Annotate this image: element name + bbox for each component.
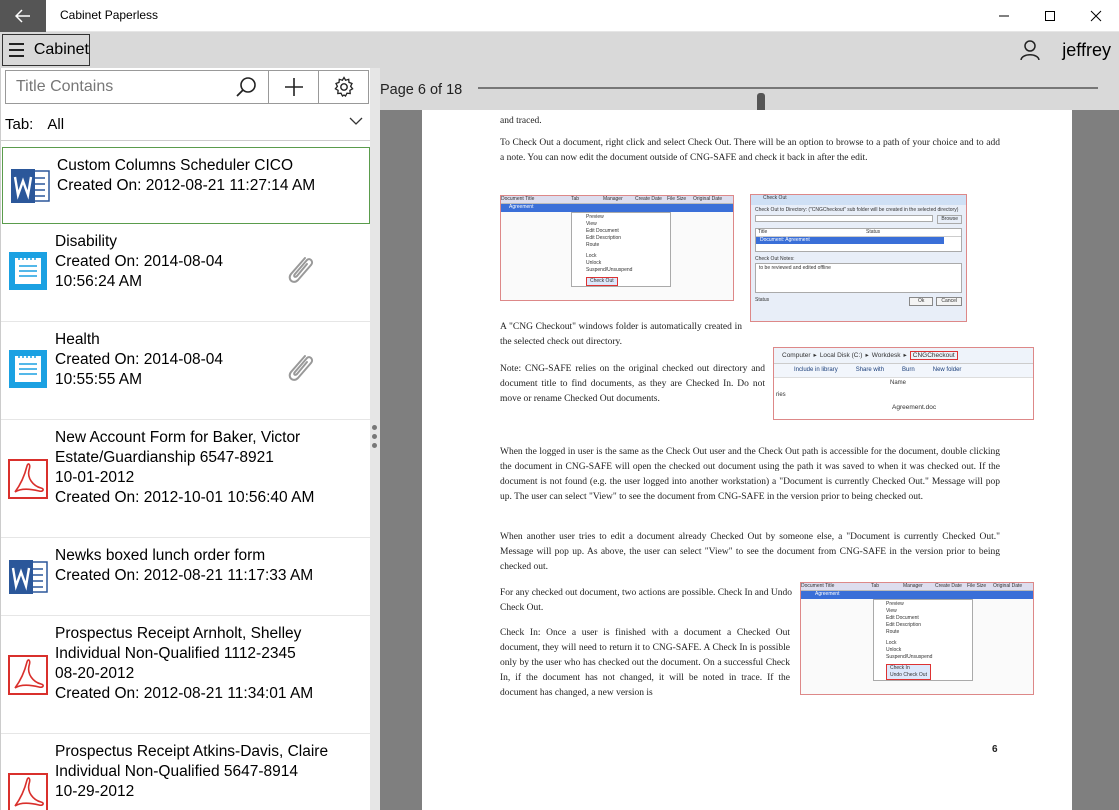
menu-item: Edit Description: [586, 235, 622, 241]
user-account[interactable]: [1020, 32, 1111, 68]
grip-dot: [372, 443, 377, 448]
page-number: 6: [992, 744, 998, 755]
menu-item: Edit Description: [886, 622, 922, 628]
toolbar-item: New folder: [932, 367, 962, 373]
column-header: Tab: [871, 583, 880, 589]
dialog-button: Ok: [909, 297, 933, 306]
document-text: [55, 232, 223, 292]
menu-item: Suspend/Unsuspend: [586, 267, 633, 273]
tab-filter[interactable]: [5, 112, 367, 136]
document-subtitle: Estate/Guardianship 6547-8921: [55, 449, 274, 466]
search-icon: [235, 76, 257, 98]
back-button[interactable]: [0, 0, 46, 32]
column-header: Document Title: [501, 196, 535, 202]
document-item-prospectus-arnholt[interactable]: [1, 616, 371, 734]
document-title: New Account Form for Baker, Victor: [55, 429, 301, 446]
document-title: Prospectus Receipt Atkins-Davis, Claire: [55, 743, 329, 760]
dialog-title: Check Out: [751, 195, 966, 205]
title-bar: [0, 0, 1119, 32]
screenshot-explorer-folder: Computer ▸ Local Disk (C:) ▸ Workdesk ▸ CNGCheckout Include in library Share with Burn New folder Name ries Agreement.doc: [773, 347, 1034, 420]
column-header: Title: [758, 229, 768, 235]
attachment-icon: [281, 350, 317, 386]
user-icon: [1020, 40, 1040, 60]
column-header: File Size: [967, 583, 987, 589]
maximize-button[interactable]: [1027, 0, 1073, 32]
context-menu: [873, 599, 973, 681]
context-menu: [571, 212, 671, 287]
pane-splitter-handle[interactable]: [370, 68, 380, 810]
pdf-document-icon: [7, 654, 49, 696]
document-list: [1, 147, 371, 810]
close-icon: [1090, 10, 1102, 22]
dialog-label: Status: [755, 297, 770, 303]
document-created-time: 10:56:24 AM: [55, 273, 143, 290]
maximize-icon: [1044, 10, 1056, 22]
document-text: [55, 330, 223, 390]
dialog-row: Document: Agreement: [756, 237, 944, 244]
menu-item: Route: [586, 242, 600, 248]
document-created: Created On: 2012-08-21 11:27:14 AM: [57, 177, 316, 194]
menu-item: Unlock: [586, 260, 602, 266]
column-header: Original Date: [993, 583, 1023, 589]
dialog-label: Check Out Notes:: [755, 256, 795, 262]
document-title: Newks boxed lunch order form: [55, 547, 266, 564]
menu-item: Preview: [886, 601, 904, 607]
document-list-pane: [0, 68, 370, 810]
column-header: Status: [866, 229, 881, 235]
file-item: Agreement.doc: [892, 404, 937, 411]
menu-item-undo-check-out: Undo Check Out: [890, 672, 927, 678]
menu-item: Unlock: [886, 647, 902, 653]
toolbar-item: Include in library: [794, 367, 838, 373]
dialog-label: Check Out to Directory: ("CNGCheckout" sub folder will be created in the selected directory): [755, 207, 959, 213]
menu-item: Lock: [886, 640, 897, 646]
document-text: [55, 428, 314, 508]
menu-label: Cabinet: [33, 41, 89, 58]
selected-row: Agreement: [501, 204, 733, 212]
close-button[interactable]: [1073, 0, 1119, 32]
document-text: [55, 624, 313, 704]
page-paragraph: Check In: Once a user is finished with a document a Checked Out document, they will need to return it to CNG-SAFE. A Check In is possible only by the user who has checked out the document. On a successful Check In, if the document has not changed, it will be noted in trace. If the document has changed, a new version is: [500, 628, 790, 698]
search-button[interactable]: [224, 71, 268, 103]
selected-row: Agreement: [801, 591, 1033, 599]
column-header: Name: [890, 380, 907, 386]
chevron-down-icon: [349, 116, 363, 126]
menu-item: Suspend/Unsuspend: [886, 654, 933, 660]
document-item-health[interactable]: [1, 322, 371, 420]
document-text: [55, 546, 313, 586]
page-paragraph: and traced.: [500, 116, 542, 126]
breadcrumb-item: Workdesk: [871, 352, 901, 359]
toolbar-item: Share with: [855, 367, 885, 373]
document-created: Created On: 2014-08-04: [55, 253, 224, 270]
grip-dot: [372, 425, 377, 430]
document-item-custom-columns[interactable]: [2, 147, 370, 224]
menu-item-check-in: Check In: [890, 665, 910, 671]
screenshot-context-menu: [500, 195, 734, 301]
breadcrumb-item: Local Disk (C:): [819, 352, 863, 359]
document-page: [422, 110, 1072, 810]
document-viewer: [380, 68, 1119, 810]
column-header: Original Date: [693, 196, 723, 202]
document-created: Created On: 2012-08-21 11:34:01 AM: [55, 685, 314, 702]
breadcrumb-item: Computer: [782, 352, 811, 359]
search-bar: [5, 70, 369, 104]
breadcrumb-item: CNGCheckout: [910, 351, 958, 360]
document-text: [57, 156, 315, 196]
menu-item-check-in-group: [886, 664, 931, 680]
page-paragraph: For any checked out document, two actions are possible. Check In and Undo Check Out.: [500, 588, 792, 613]
app-bar: [0, 32, 1119, 68]
column-header: Tab: [571, 196, 580, 202]
document-item-disability[interactable]: [1, 224, 371, 322]
document-item-prospectus-atkins-davis[interactable]: [1, 734, 371, 810]
pdf-document-icon: [7, 772, 49, 810]
document-title: Health: [55, 331, 100, 348]
column-header: Document Title: [801, 583, 835, 589]
page-paragraph: When another user tries to edit a document already Checked Out by someone else, a "Document is currently Checked Out." Message will pop up. As above, the user can select "View" to see the document from CNG-SAFE in the version prior to being checked out.: [500, 532, 1000, 572]
page-paragraph: When the logged in user is the same as the Check Out user and the Check Out path is accessible for the document, double clicking the document in CNG-SAFE will open the checked out document using the path it was saved to when it was checked out. If the document is not found (e.g. the user logged into another workstation) a "Document is currently Checked Out." Message will pop up. The user can select "View" to see the document from CNG-SAFE in the version prior to being checked out.: [500, 447, 1000, 502]
page-indicator: Page 6 of 18: [380, 82, 463, 98]
add-document-button[interactable]: [268, 71, 318, 103]
sidebar-item: ries: [776, 392, 786, 398]
document-subtitle: Individual Non-Qualified 5647-8914: [55, 763, 298, 780]
page-paragraph: To Check Out a document, right click and select Check Out. There will be an option to browse to a path of your choice and to add a note. You can now edit the document outside of CNG-SAFE and check it back in after the edit.: [500, 138, 1000, 163]
screenshot-check-in-menu: [800, 582, 1034, 695]
document-created: Created On: 2012-08-21 11:17:33 AM: [55, 567, 314, 584]
tab-filter-label: Tab:: [5, 115, 34, 133]
screenshot-check-out-dialog: [750, 194, 967, 322]
document-title: Disability: [55, 233, 118, 250]
dialog-notes: to be reviewed and edited offline: [755, 263, 962, 293]
document-created: Created On: 2014-08-04: [55, 351, 224, 368]
pdf-document-icon: [7, 458, 49, 500]
document-item-new-account-form[interactable]: [1, 420, 371, 538]
page-paragraph: Note: CNG-SAFE relies on the original checked out directory and document title to find documents, as they are Checked In. Do not move or rename Checked Out documents.: [500, 364, 765, 404]
word-document-icon: [9, 165, 51, 207]
document-created: Created On: 2012-10-01 10:56:40 AM: [55, 489, 315, 506]
grip-dot: [372, 434, 377, 439]
column-header: Manager: [603, 196, 623, 202]
document-title: Prospectus Receipt Arnholt, Shelley: [55, 625, 302, 642]
note-document-icon: [7, 250, 49, 292]
menu-item: View: [586, 221, 597, 227]
user-name: jeffrey: [1062, 39, 1111, 60]
attachment-icon: [281, 252, 317, 288]
window-title: Cabinet Paperless: [60, 8, 159, 22]
document-date: 10-29-2012: [55, 783, 135, 800]
page-slider[interactable]: [478, 87, 1098, 89]
page-paragraph: A "CNG Checkout" windows folder is automatically created in the selected check out directory.: [500, 322, 742, 347]
menu-item: Edit Document: [886, 615, 919, 621]
search-input[interactable]: [6, 71, 224, 103]
column-header: File Size: [667, 196, 687, 202]
column-header: Create Date: [935, 583, 962, 589]
document-text: [55, 742, 328, 802]
document-item-newks-lunch[interactable]: [1, 538, 371, 616]
viewer-toolbar: [380, 68, 1119, 110]
plus-icon: [283, 76, 305, 98]
minimize-icon: [998, 10, 1010, 22]
document-created-time: 10:55:55 AM: [55, 371, 143, 388]
dialog-browse: Browse: [937, 215, 962, 224]
document-date: 08-20-2012: [55, 665, 135, 682]
minimize-button[interactable]: [981, 0, 1027, 32]
menu-item: Route: [886, 629, 900, 635]
note-document-icon: [7, 348, 49, 390]
document-subtitle: Individual Non-Qualified 1112-2345: [55, 645, 296, 662]
document-title: Custom Columns Scheduler CICO: [57, 157, 294, 174]
settings-button[interactable]: [318, 71, 368, 103]
word-document-icon: [7, 556, 49, 598]
hamburger-icon: [9, 43, 24, 57]
divider: [1, 140, 371, 141]
menu-item: Preview: [586, 214, 604, 220]
dialog-button: Cancel: [936, 297, 962, 306]
toolbar-item: Burn: [902, 367, 915, 373]
hamburger-menu-button[interactable]: [2, 34, 90, 66]
menu-item: Edit Document: [586, 228, 619, 234]
column-header: Manager: [903, 583, 923, 589]
document-date: 10-01-2012: [55, 469, 135, 486]
tab-filter-value: All: [47, 115, 65, 133]
menu-item: Lock: [586, 253, 597, 259]
menu-item-check-out: Check Out: [586, 277, 618, 286]
back-arrow-icon: [15, 9, 31, 23]
menu-item: View: [886, 608, 897, 614]
gear-icon: [333, 76, 355, 98]
column-header: Create Date: [635, 196, 662, 202]
